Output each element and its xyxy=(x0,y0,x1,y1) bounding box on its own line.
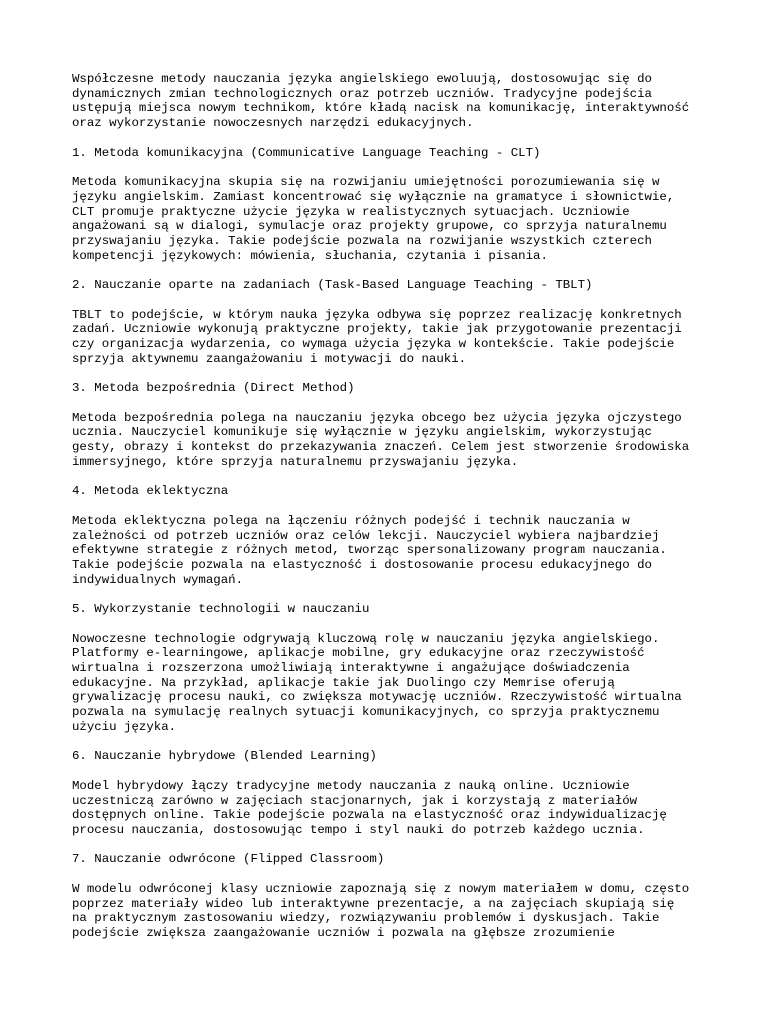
document-page xyxy=(72,72,712,956)
section-paragraph: Model hybrydowy łączy tradycyjne metody nauczania z nauką online. Uczniowie uczestniczą zarówno w zajęciach stacjonarnych, jak i korzystają z materiałów dostępnych online. Takie podejście pozwala na elastyczność oraz indywidualizację procesu nauczania, dostosowując tempo i styl nauki do potrzeb każdego ucznia. xyxy=(72,778,667,837)
section-heading: 4. Metoda eklektyczna xyxy=(72,484,229,499)
section-heading: 3. Metoda bezpośrednia (Direct Method) xyxy=(72,381,355,396)
section-paragraph: Nowoczesne technologie odgrywają kluczową rolę w nauczaniu języka angielskiego. Platformy e-learningowe, aplikacje mobilne, gry edukacyjne oraz rzeczywistość wirtualna i rozszerzona umożliwiają interaktywne i angażujące doświadczenia edukacyjne. Na przykład, aplikacje takie jak Duolingo czy Memrise oferują grywalizację procesu nauki, co zwiększa motywację uczniów. Rzeczywistość wirtualna pozwala na symulację realnych sytuacji komunikacyjnych, co sprzyja praktycznemu użyciu języka. xyxy=(72,631,682,734)
section-paragraph: TBLT to podejście, w którym nauka języka odbywa się poprzez realizację konkretnych zadań. Uczniowie wykonują praktyczne projekty, takie jak przygotowanie prezentacji czy organizacja wydarzenia, co wymaga użycia języka w kontekście. Takie podejście sprzyja aktywnemu zaangażowaniu i motywacji do nauki. xyxy=(72,307,682,366)
section-heading: 1. Metoda komunikacyjna (Communicative Language Teaching - CLT) xyxy=(72,145,541,160)
section-paragraph: W modelu odwróconej klasy uczniowie zapoznają się z nowym materiałem w domu, często poprzez materiały wideo lub interaktywne prezentacje, a na zajęciach skupiają się na praktycznym zastosowaniu wiedzy, rozwiązywaniu problemów i dyskusjach. Takie podejście zwiększa zaangażowanie uczniów i pozwala na głębsze zrozumienie xyxy=(72,881,690,941)
section-paragraph: Metoda bezpośrednia polega na nauczaniu języka obcego bez użycia języka ojczystego ucznia. Nauczyciel komunikuje się wyłącznie w języku angielskim, wykorzystując gesty, obrazy i kontekst do przekazywania znaczeń. Celem jest stworzenie środowiska immersyjnego, które sprzyja naturalnemu przyswajaniu języka. xyxy=(72,410,690,469)
section-heading: 5. Wykorzystanie technologii w nauczaniu xyxy=(72,602,370,617)
section-heading: 6. Nauczanie hybrydowe (Blended Learning) xyxy=(72,749,377,764)
section-paragraph: Metoda komunikacyjna skupia się na rozwijaniu umiejętności porozumiewania się w języku angielskim. Zamiast koncentrować się wyłącznie na gramatyce i słownictwie, CLT promuje praktyczne użycie języka w realistycznych sytuacjach. Uczniowie angażowani są w dialogi, symulacje oraz projekty grupowe, co sprzyja naturalnemu przyswajaniu języka. Takie podejście pozwala na rozwijanie wszystkich czterech kompetencji językowych: mówienia, słuchania, czytania i pisania. xyxy=(72,175,675,263)
intro-paragraph: Współczesne metody nauczania języka angielskiego ewoluują, dostosowując się do dynamicznych zmian technologicznych oraz potrzeb uczniów. Tradycyjne podejścia ustępują miejsca nowym technikom, które kładą nacisk na komunikację, interaktywność oraz wykorzystanie nowoczesnych narzędzi edukacyjnych. xyxy=(72,72,690,131)
section-heading: 2. Nauczanie oparte na zadaniach (Task-Based Language Teaching - TBLT) xyxy=(72,278,593,293)
section-paragraph: Metoda eklektyczna polega na łączeniu różnych podejść i technik nauczania w zależności od potrzeb uczniów oraz celów lekcji. Nauczyciel wybiera najbardziej efektywne strategie z różnych metod, tworząc spersonalizowany program nauczania. Takie podejście pozwala na elastyczność i dostosowanie procesu edukacyjnego do indywidualnych wymagań. xyxy=(72,513,667,587)
section-heading: 7. Nauczanie odwrócone (Flipped Classroom) xyxy=(72,852,385,867)
